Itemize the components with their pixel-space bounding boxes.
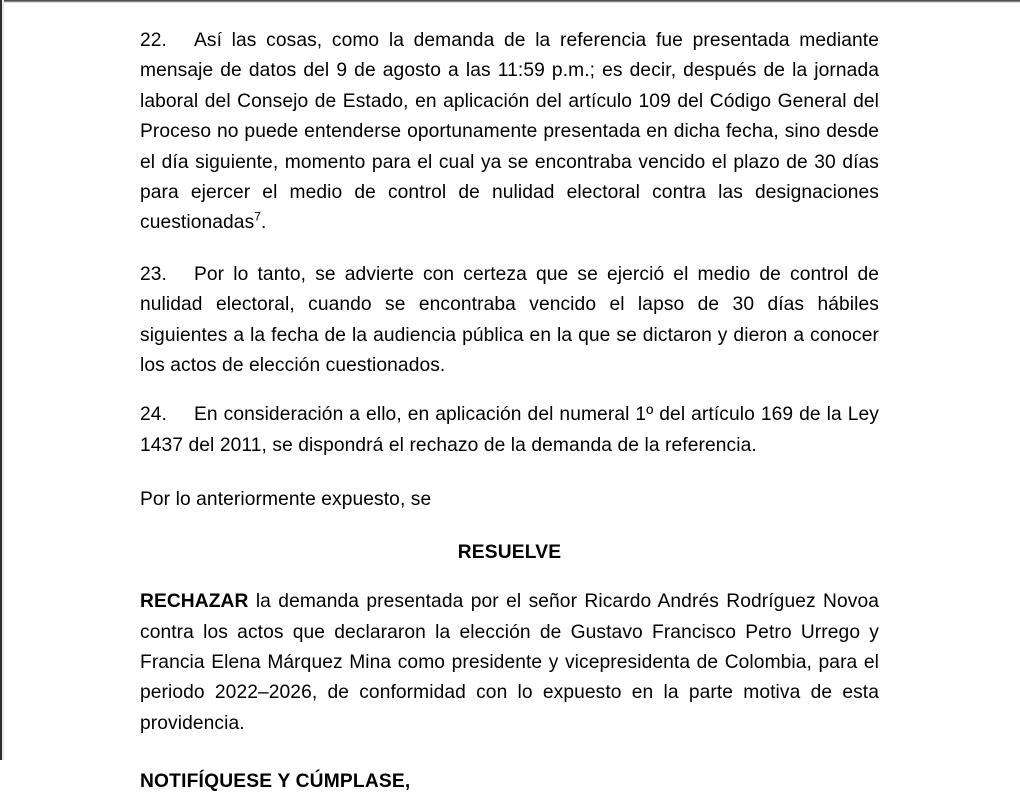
heading-spacer [140, 568, 879, 587]
paragraph-text-23: Por lo tanto, se advierte con certeza que se ejerció el medio de control de nulidad electoral, cuando se encontraba vencido el lapso de 30 días hábiles siguientes a la fecha de la audiencia pública en la que se dictaron y dieron a conocer los actos de elección cuestionados. [140, 263, 879, 377]
heading-spacer [140, 739, 879, 767]
closing-lead-text: Por lo anteriormente expuesto, se [140, 489, 432, 511]
paragraph-number-24: 24. [140, 404, 167, 426]
resolution-body-text: la demanda presentada por el señor Ricardo Andrés Rodríguez Novoa contra los actos que declararon la elección de Gustavo Francisco Petro Urrego y Francia Elena Márquez Mina como presidente y vicepresidenta de Colombia, para el periodo 2022–2026, de conformidad con lo expuesto en la parte motiva de esta providencia. [140, 591, 879, 734]
paragraph-22-terminator: . [261, 212, 267, 234]
resolution-verb: RECHAZAR [140, 591, 249, 613]
numbered-paragraph-24 [140, 400, 879, 461]
numbered-paragraph-23 [140, 260, 879, 382]
resolution-paragraph [140, 587, 879, 739]
numbered-paragraph-22 [140, 26, 879, 239]
footnote-reference-7[interactable]: 7 [254, 210, 261, 225]
paragraph-text-24: En consideración a ello, en aplicación del numeral 1º del artículo 169 de la Ley 1437 del 2011, se dispondrá el rechazo de la demanda de la referencia. [140, 404, 879, 456]
document-body [140, 26, 879, 798]
paragraph-spacer [140, 239, 879, 260]
paragraph-spacer [140, 461, 879, 485]
resolution-heading: RESUELVE [457, 541, 562, 563]
paragraph-spacer [140, 381, 879, 400]
paragraph-text-22: Así las cosas, como la demanda de la referencia fue presentada mediante mensaje de datos del 9 de agosto a las 11:59 p.m.; es decir, después de la jornada laboral del Consejo de Estado, en aplicación del artículo 109 del Código General del Proceso no puede entenderse oportunamente presentada en dicha fecha, sino desde el día siguiente, momento para el cual ya se encontraba vencido el plazo de 30 días para ejercer el medio de control de nulidad electoral contra las designaciones cuestionadas [140, 30, 879, 234]
heading-spacer [140, 516, 879, 538]
paragraph-number-22: 22. [140, 30, 167, 51]
paragraph-number-23: 23. [140, 263, 167, 285]
notification-heading: NOTIFÍQUESE Y CÚMPLASE, [140, 771, 411, 793]
